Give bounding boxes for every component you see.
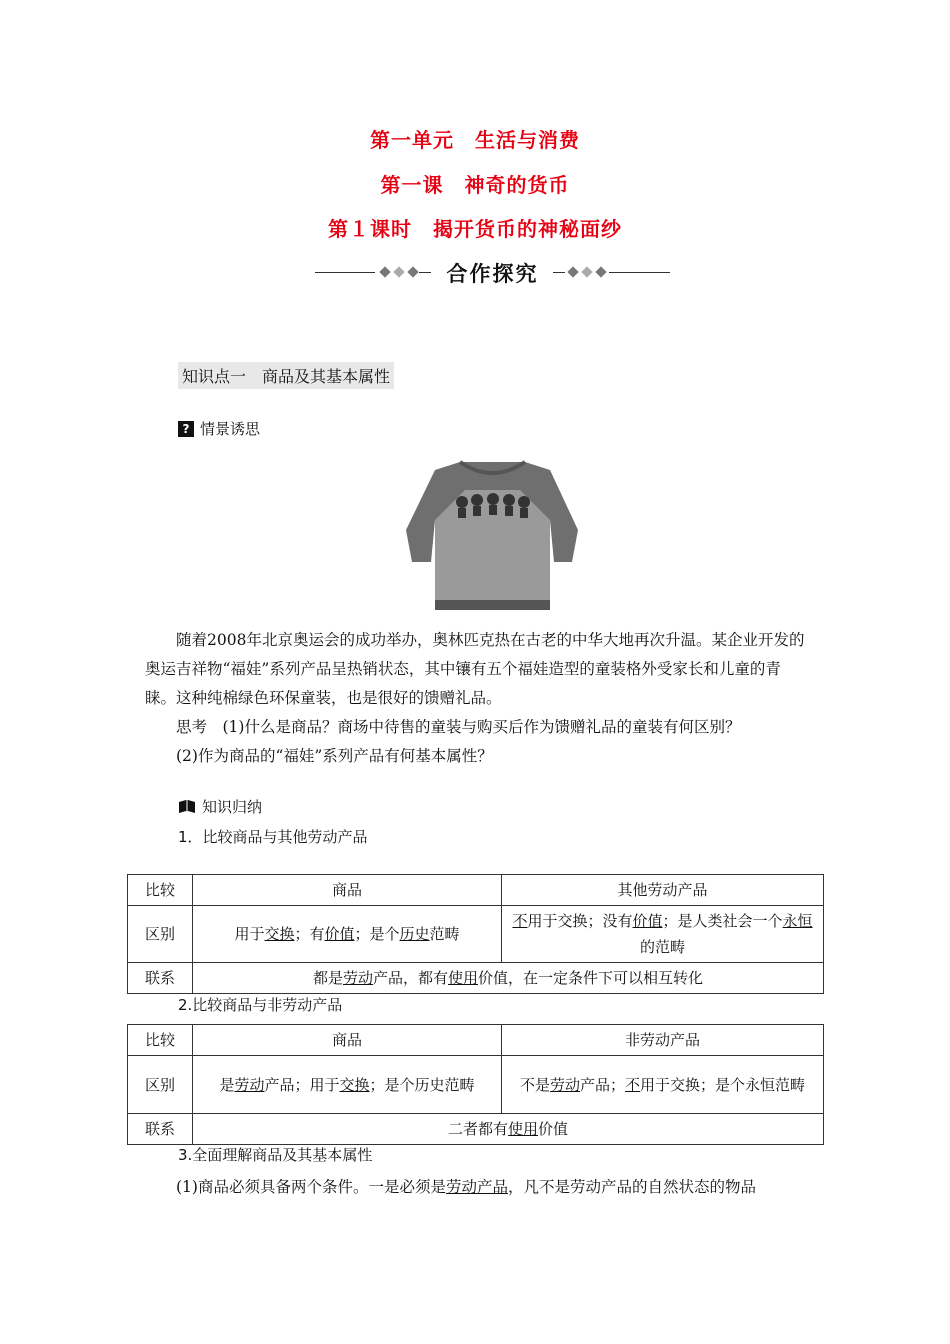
unit-title: 第一单元 生活与消费 bbox=[370, 128, 580, 152]
table1-commodity-difference: 用于交换；有价值；是个历史范畴 bbox=[193, 906, 502, 963]
sweater-image bbox=[400, 450, 585, 620]
paragraph-commodity-conditions: (1)商品必须具备两个条件。一是必须是劳动产品，凡不是劳动产品的自然状态的物品 bbox=[176, 1178, 756, 1196]
table2-header-nonlabor: 非劳动产品 bbox=[502, 1025, 824, 1056]
banner-text: 合作探究 bbox=[446, 262, 539, 286]
table2-commodity-difference: 是劳动产品；用于交换；是个历史范畴 bbox=[193, 1056, 502, 1114]
table2-nonlabor-difference: 不是劳动产品；不用于交换；是个永恒范畴 bbox=[502, 1056, 824, 1114]
table1-header-other: 其他劳动产品 bbox=[502, 875, 824, 906]
section-1-heading: 1．比较商品与其他劳动产品 bbox=[178, 828, 368, 846]
section-2-heading: 2.比较商品与非劳动产品 bbox=[178, 996, 343, 1014]
think-question-1: 思考 (1)什么是商品？商场中待售的童装与购买后作为馈赠礼品的童装有何区别？ bbox=[176, 718, 741, 736]
table1-relation: 都是劳动产品，都有使用价值，在一定条件下可以相互转化 bbox=[193, 963, 824, 994]
lesson-title: 第一课 神奇的货币 bbox=[380, 173, 570, 197]
scenario-heading bbox=[178, 418, 260, 439]
summary-heading-label: 知识归纳 bbox=[202, 798, 263, 816]
section-banner bbox=[315, 258, 670, 288]
table1-header-commodity: 商品 bbox=[193, 875, 502, 906]
section-3-heading: 3.全面理解商品及其基本属性 bbox=[178, 1146, 373, 1164]
period-title: 第１课时 揭开货币的神秘面纱 bbox=[328, 217, 622, 241]
knowledge-point-heading: 知识点一 商品及其基本属性 bbox=[178, 362, 394, 389]
table1-row-difference-label: 区别 bbox=[128, 906, 193, 963]
question-icon: ? bbox=[178, 421, 194, 437]
summary-heading bbox=[178, 796, 262, 817]
table2-header-compare: 比较 bbox=[128, 1025, 193, 1056]
comparison-table-2 bbox=[127, 1024, 824, 1145]
table2-relation: 二者都有使用价值 bbox=[193, 1114, 824, 1145]
scenario-heading-label: 情景诱思 bbox=[200, 420, 261, 438]
scenario-text: 随着2008年北京奥运会的成功举办，奥林匹克热在古老的中华大地再次升温。某企业开发的奥运吉祥物“福娃”系列产品呈热销状态，其中镶有五个福娃造型的童装格外受家长和儿童的青睐。这种纯棉绿色环保童装，也是很好的馈赠礼品。 bbox=[145, 631, 805, 707]
book-icon bbox=[178, 799, 196, 814]
table2-row-difference-label: 区别 bbox=[128, 1056, 193, 1114]
table1-row-relation-label: 联系 bbox=[128, 963, 193, 994]
table1-other-difference: 不用于交换；没有价值；是人类社会一个永恒的范畴 bbox=[502, 906, 824, 963]
table2-header-commodity: 商品 bbox=[193, 1025, 502, 1056]
table2-row-relation-label: 联系 bbox=[128, 1114, 193, 1145]
table1-header-compare: 比较 bbox=[128, 875, 193, 906]
think-question-2: (2)作为商品的“福娃”系列产品有何基本属性？ bbox=[176, 747, 493, 765]
comparison-table-1 bbox=[127, 874, 824, 994]
